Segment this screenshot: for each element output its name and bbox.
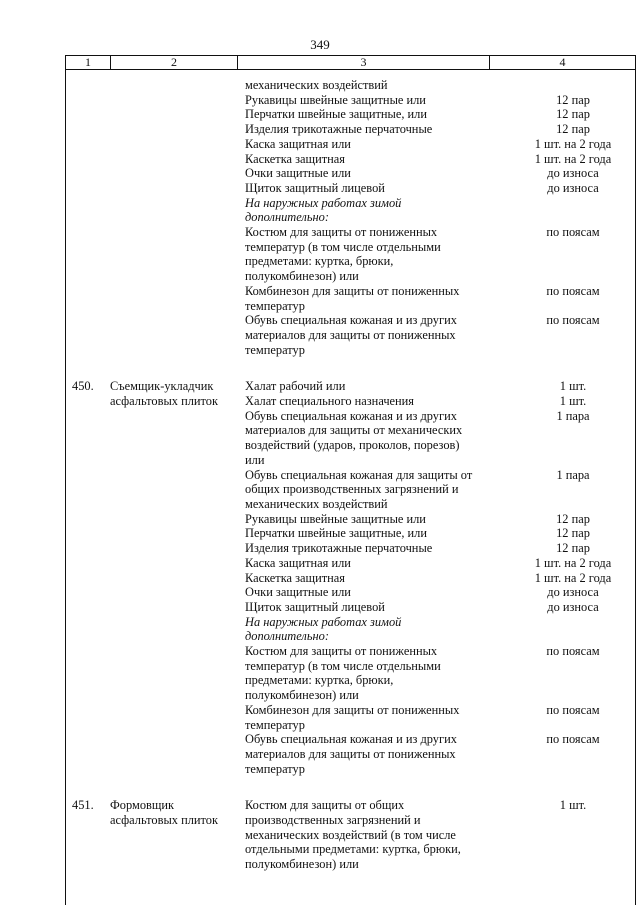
- item-row: [245, 166, 636, 181]
- item-name: [245, 512, 510, 527]
- item-row: [245, 615, 636, 644]
- item-name-line: Щиток защитный лицевой: [245, 180, 385, 195]
- item-quantity: до износа: [547, 599, 599, 614]
- item-name-line: механических воздействий: [245, 496, 388, 511]
- item-row: [245, 181, 636, 196]
- item-name-line: дополнительно:: [245, 629, 329, 644]
- continuation-items: [245, 78, 636, 357]
- item-name-line: материалов для защиты от пониженных: [245, 327, 456, 342]
- entry-number: 450.: [72, 379, 94, 394]
- item-name-line: Перчатки швейные защитные, или: [245, 107, 427, 122]
- header-col-4: 4: [489, 56, 635, 69]
- item-row: [245, 137, 636, 152]
- page-number: 349: [310, 37, 330, 52]
- profession-name: [109, 798, 245, 872]
- item-name: [245, 166, 510, 181]
- item-name: [245, 313, 510, 357]
- item-quantity: 1 шт.: [559, 798, 587, 813]
- item-name-line: температур: [245, 717, 305, 732]
- item-row: [245, 313, 636, 357]
- entry-row-451: [65, 798, 636, 872]
- header-col-3: 3: [237, 56, 489, 69]
- item-row: [245, 122, 636, 137]
- item-row: [245, 284, 636, 313]
- item-name: [245, 181, 510, 196]
- item-name: [245, 225, 510, 284]
- item-quantity: 12 пар: [556, 92, 590, 107]
- item-name-line: Обувь специальная кожаная и из других: [245, 408, 457, 423]
- item-name: [245, 78, 510, 93]
- item-quantity: 1 пара: [556, 467, 590, 482]
- item-row: [245, 526, 636, 541]
- item-name-line: Каска защитная или: [245, 136, 351, 151]
- item-quantity: 1 шт. на 2 года: [534, 555, 612, 570]
- item-name: [245, 571, 510, 586]
- item-name: [245, 556, 510, 571]
- entry-row-450: [65, 379, 636, 776]
- table-header: [65, 55, 636, 70]
- item-name-line: Каскетка защитная: [245, 151, 345, 166]
- item-name-line: полукомбинезон) или: [245, 688, 359, 703]
- profession-line: Съемщик-укладчик: [110, 379, 214, 394]
- item-quantity: 12 пар: [556, 541, 590, 556]
- item-quantity: по поясам: [546, 732, 600, 747]
- item-name: [245, 379, 510, 394]
- item-name-line: полукомбинезон) или: [245, 269, 359, 284]
- item-name: [245, 137, 510, 152]
- item-quantity: до износа: [547, 180, 599, 195]
- item-name: [245, 600, 510, 615]
- item-quantity: по поясам: [546, 644, 600, 659]
- item-name-line: Изделия трикотажные перчаточные: [245, 122, 433, 137]
- item-name-line: дополнительно:: [245, 210, 329, 225]
- item-row: [245, 196, 636, 225]
- item-row: [245, 600, 636, 615]
- item-row: [245, 225, 636, 284]
- profession-line: асфальтовых плиток: [110, 813, 218, 828]
- table-body: [65, 78, 636, 872]
- item-name-line: Обувь специальная кожаная для защиты от: [245, 467, 473, 482]
- item-name-line: Очки защитные или: [245, 166, 351, 181]
- item-quantity: 1 шт. на 2 года: [534, 570, 612, 585]
- item-name-line: Обувь специальная кожаная и из других: [245, 313, 457, 328]
- item-name-line: материалов для защиты от пониженных: [245, 746, 456, 761]
- item-row: [245, 556, 636, 571]
- item-name-line: Обувь специальная кожаная и из других: [245, 732, 457, 747]
- item-row: [245, 644, 636, 703]
- item-name-line: механических воздействий (в том числе: [245, 827, 456, 842]
- profession-line: асфальтовых плиток: [110, 394, 218, 409]
- item-name-line: Костюм для защиты от пониженных: [245, 644, 438, 659]
- item-name-line: Перчатки швейные защитные, или: [245, 526, 427, 541]
- item-name-line: температур (в том числе отдельными: [245, 658, 441, 673]
- entry-number: 451.: [72, 798, 94, 813]
- item-name-line: общих производственных загрязнений и: [245, 482, 459, 497]
- item-name-line: предметами: куртка, брюки,: [245, 673, 394, 688]
- item-row: [245, 78, 636, 93]
- item-name: [245, 615, 510, 644]
- item-name-line: Комбинезон для защиты от пониженных: [245, 702, 460, 717]
- item-name: [245, 644, 510, 703]
- continuation-row: [65, 78, 636, 357]
- item-row: [245, 512, 636, 527]
- item-quantity: 1 шт. на 2 года: [534, 151, 612, 166]
- item-name-line: Халат специального назначения: [245, 394, 415, 409]
- item-name: [245, 703, 510, 732]
- item-name: [245, 93, 510, 108]
- item-row: [245, 703, 636, 732]
- item-row: [245, 394, 636, 409]
- item-name-line: Изделия трикотажные перчаточные: [245, 541, 433, 556]
- item-name: [245, 196, 510, 225]
- item-name: [245, 798, 510, 872]
- item-name-line: Халат рабочий или: [245, 379, 346, 394]
- entry-items: [245, 379, 636, 776]
- item-quantity: по поясам: [546, 313, 600, 328]
- item-quantity: 12 пар: [556, 526, 590, 541]
- item-quantity: 1 шт. на 2 года: [534, 136, 612, 151]
- item-name-line: На наружных работах зимой: [245, 195, 402, 210]
- item-name-line: Комбинезон для защиты от пониженных: [245, 283, 460, 298]
- item-row: [245, 571, 636, 586]
- item-quantity: 1 шт.: [559, 379, 587, 394]
- item-name: [245, 107, 510, 122]
- item-name: [245, 732, 510, 776]
- header-col-1: 1: [85, 55, 91, 69]
- profession-line: Формовщик: [110, 798, 175, 813]
- item-row: [245, 379, 636, 394]
- item-row: [245, 585, 636, 600]
- item-quantity: 12 пар: [556, 107, 590, 122]
- item-name-line: температур: [245, 342, 305, 357]
- item-quantity: 12 пар: [556, 511, 590, 526]
- item-quantity: до износа: [547, 585, 599, 600]
- item-row: [245, 107, 636, 122]
- item-row: [245, 468, 636, 512]
- item-name: [245, 585, 510, 600]
- item-row: [245, 152, 636, 167]
- item-name: [245, 122, 510, 137]
- item-name-line: температур (в том числе отдельными: [245, 239, 441, 254]
- item-row: [245, 409, 636, 468]
- item-row: [245, 93, 636, 108]
- item-quantity: по поясам: [546, 702, 600, 717]
- item-name-line: температур: [245, 761, 305, 776]
- item-name-line: производственных загрязнений и: [245, 813, 421, 828]
- item-row: [245, 541, 636, 556]
- item-name-line: температур: [245, 298, 305, 313]
- item-name-line: механических воздействий: [245, 78, 388, 92]
- item-name: [245, 541, 510, 556]
- item-name-line: предметами: куртка, брюки,: [245, 254, 394, 269]
- item-name: [245, 468, 510, 512]
- item-name-line: воздействий (ударов, проколов, порезов): [245, 438, 460, 453]
- item-name-line: Каскетка защитная: [245, 570, 345, 585]
- item-name-line: или: [245, 452, 265, 467]
- item-name: [245, 152, 510, 167]
- item-name-line: Очки защитные или: [245, 585, 351, 600]
- item-row: [245, 732, 636, 776]
- item-quantity: 1 пара: [556, 408, 590, 423]
- entry-items: [245, 798, 636, 872]
- item-quantity: до износа: [547, 166, 599, 181]
- item-quantity: 12 пар: [556, 122, 590, 137]
- item-name: [245, 526, 510, 541]
- item-name: [245, 394, 510, 409]
- item-quantity: 1 шт.: [559, 394, 587, 409]
- item-quantity: по поясам: [546, 283, 600, 298]
- item-name: [245, 284, 510, 313]
- item-name-line: Костюм для защиты от пониженных: [245, 225, 438, 240]
- header-col-2: 2: [110, 56, 237, 69]
- item-name-line: На наружных работах зимой: [245, 614, 402, 629]
- profession-name: [109, 379, 245, 776]
- item-quantity: по поясам: [546, 225, 600, 240]
- item-name-line: Рукавицы швейные защитные или: [245, 92, 426, 107]
- item-row: [245, 798, 636, 872]
- item-name-line: Щиток защитный лицевой: [245, 599, 385, 614]
- item-name-line: Рукавицы швейные защитные или: [245, 511, 426, 526]
- item-name-line: полукомбинезон) или: [245, 857, 359, 872]
- item-name-line: отдельными предметами: куртка, брюки,: [245, 842, 461, 857]
- item-name-line: материалов для защиты от механических: [245, 423, 463, 438]
- item-name: [245, 409, 510, 468]
- item-name-line: Костюм для защиты от общих: [245, 798, 405, 813]
- item-name-line: Каска защитная или: [245, 555, 351, 570]
